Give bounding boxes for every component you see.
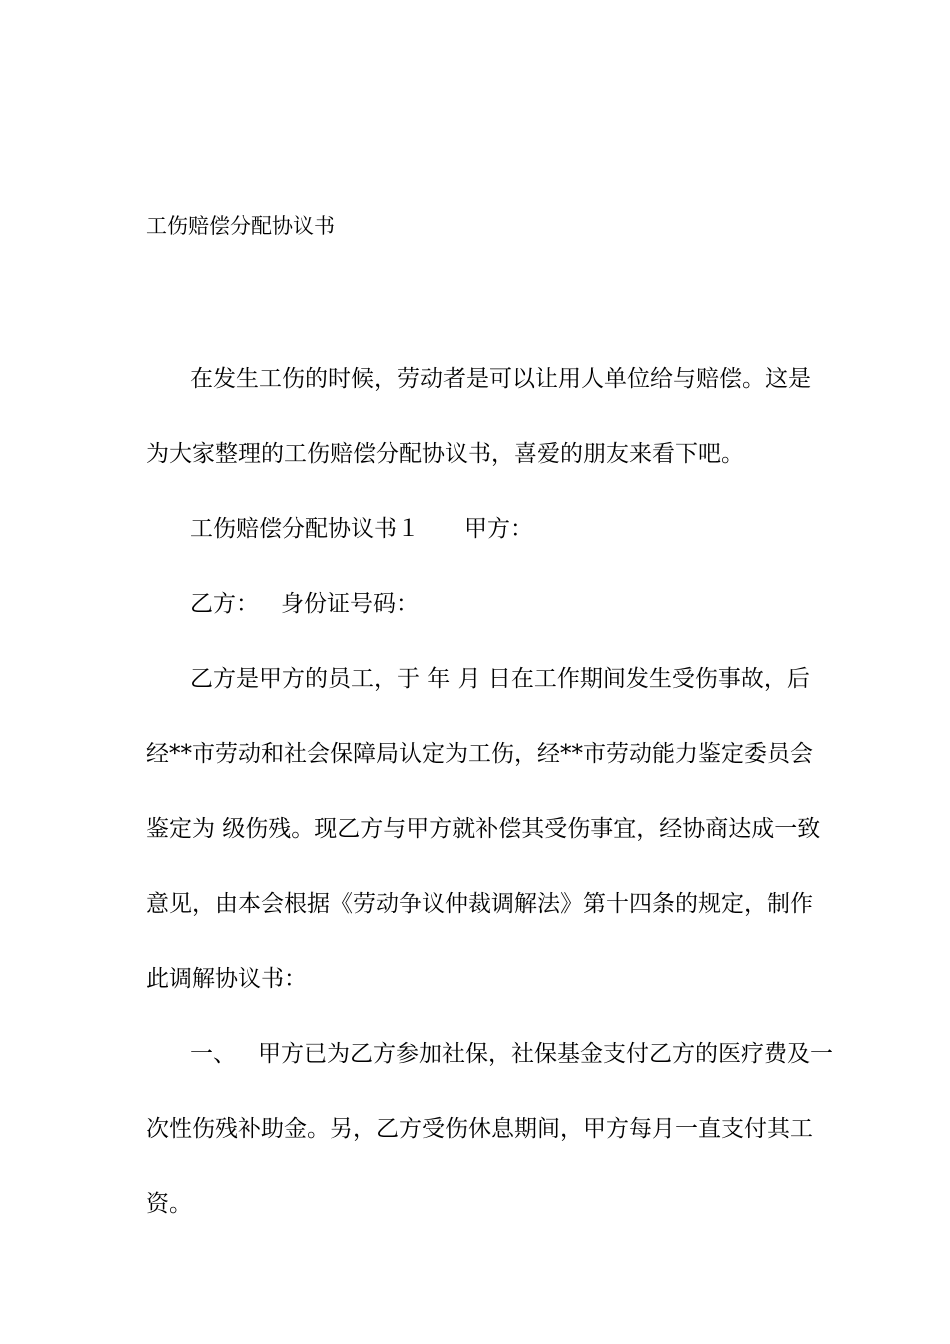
paragraph-line: 资。 [146, 1191, 192, 1217]
document-title: 工伤赔偿分配协议书 [146, 214, 335, 238]
paragraph-line: 在发生工伤的时候，劳动者是可以让用人单位给与赔偿。这是 [190, 366, 811, 392]
section-heading: 工伤赔偿分配协议书１ [190, 516, 420, 542]
paragraph-line: 经**市劳动和社会保障局认定为工伤，经**市劳动能力鉴定委员会 [146, 741, 813, 767]
paragraph-line: 乙方是甲方的员工，于 年 月 日在工作期间发生受伤事故，后 [190, 666, 810, 692]
paragraph-line-party-b [146, 585, 806, 623]
clause-number: 一、 [190, 1041, 236, 1067]
paragraph-line: 此调解协议书： [146, 966, 307, 992]
party-a-label: 甲方： [464, 516, 533, 542]
party-b-label: 乙方： [190, 591, 259, 617]
paragraph-line: 意见，由本会根据《劳动争议仲裁调解法》第十四条的规定，制作 [146, 891, 813, 917]
paragraph-line: 次性伤残补助金。另，乙方受伤休息期间，甲方每月一直支付其工 [146, 1116, 813, 1142]
paragraph-line-clause-1 [146, 1035, 833, 1073]
clause-text: 甲方已为乙方参加社保，社保基金支付乙方的医疗费及一 [258, 1041, 833, 1067]
document-body [146, 360, 833, 1260]
paragraph-line: 为大家整理的工伤赔偿分配协议书，喜爱的朋友来看下吧。 [146, 441, 744, 467]
paragraph-line-heading [146, 510, 806, 548]
id-number-label: 身份证号码： [281, 591, 419, 617]
paragraph-line: 鉴定为 级伤残。现乙方与甲方就补偿其受伤事宜，经协商达成一致 [146, 816, 821, 842]
